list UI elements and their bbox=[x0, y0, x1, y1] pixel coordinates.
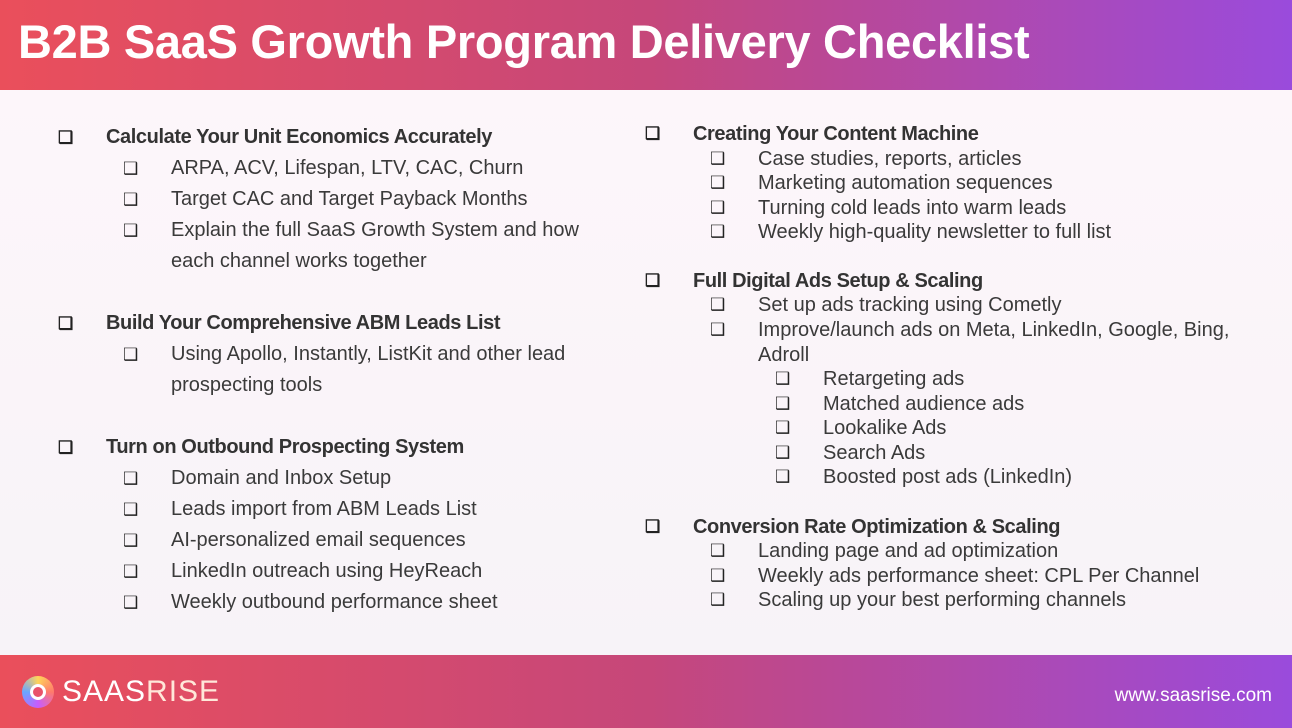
checklist-item bbox=[775, 465, 1265, 490]
logo-icon bbox=[22, 676, 54, 708]
item-label: AI-personalized email sequences bbox=[171, 529, 466, 551]
checklist-item bbox=[710, 564, 1265, 589]
checklist-item bbox=[775, 441, 1265, 466]
checklist-item bbox=[710, 220, 1265, 245]
item-label: Turning cold leads into warm leads bbox=[758, 197, 1067, 219]
checklist-item bbox=[123, 339, 613, 401]
item-label: Landing page and ad optimization bbox=[758, 540, 1059, 562]
checkbox-icon[interactable]: ❑ bbox=[710, 149, 726, 168]
item-label: Weekly outbound performance sheet bbox=[171, 591, 498, 613]
checkbox-icon[interactable]: ❑ bbox=[123, 531, 139, 550]
header-banner bbox=[0, 0, 1292, 90]
checklist-item bbox=[775, 416, 1265, 441]
checklist-item bbox=[123, 215, 613, 277]
checklist-item bbox=[123, 153, 613, 184]
item-label: ARPA, ACV, Lifespan, LTV, CAC, Churn bbox=[171, 157, 524, 179]
checkbox-icon[interactable]: ❑ bbox=[775, 418, 791, 437]
section-heading bbox=[645, 269, 1265, 294]
checkbox-icon[interactable]: ❑ bbox=[58, 314, 73, 333]
checkbox-icon[interactable]: ❑ bbox=[710, 320, 726, 339]
checklist-item bbox=[123, 587, 613, 618]
checkbox-icon[interactable]: ❑ bbox=[710, 295, 726, 314]
checkbox-icon[interactable]: ❑ bbox=[58, 128, 73, 147]
saasrise-logo bbox=[22, 675, 220, 709]
item-label: Domain and Inbox Setup bbox=[171, 467, 392, 489]
checkbox-icon[interactable]: ❑ bbox=[775, 443, 791, 462]
footer-banner bbox=[0, 655, 1292, 728]
checkbox-icon[interactable]: ❑ bbox=[710, 566, 726, 585]
checkbox-icon[interactable]: ❑ bbox=[775, 467, 791, 486]
checklist-area bbox=[0, 90, 1292, 655]
checklist-item bbox=[710, 171, 1265, 196]
checklist-item bbox=[123, 184, 613, 215]
item-label: Creating Your Content Machine bbox=[693, 123, 979, 145]
checklist-item bbox=[710, 293, 1265, 318]
checkbox-icon[interactable]: ❑ bbox=[710, 222, 726, 241]
item-label: Matched audience ads bbox=[823, 393, 1025, 415]
checkbox-icon[interactable]: ❑ bbox=[645, 124, 660, 143]
checkbox-icon[interactable]: ❑ bbox=[775, 369, 791, 388]
item-label: Case studies, reports, articles bbox=[758, 148, 1022, 170]
section-heading bbox=[645, 515, 1265, 540]
checklist-item bbox=[710, 196, 1265, 221]
item-label: Search Ads bbox=[823, 442, 926, 464]
checkbox-icon[interactable]: ❑ bbox=[710, 198, 726, 217]
page-title: B2B SaaS Growth Program Delivery Checklist bbox=[18, 15, 1030, 68]
item-label: Retargeting ads bbox=[823, 368, 965, 390]
checkbox-icon[interactable]: ❑ bbox=[775, 394, 791, 413]
item-label: Target CAC and Target Payback Months bbox=[171, 188, 528, 210]
logo-text: SAASRISE bbox=[62, 675, 221, 708]
website-url[interactable]: www.saasrise.com bbox=[1114, 685, 1272, 706]
checklist-item bbox=[710, 588, 1265, 613]
item-label: LinkedIn outreach using HeyReach bbox=[171, 560, 483, 582]
section-heading bbox=[58, 308, 613, 339]
item-label: Leads import from ABM Leads List bbox=[171, 498, 477, 520]
checkbox-icon[interactable]: ❑ bbox=[123, 593, 139, 612]
checklist-item bbox=[123, 494, 613, 525]
checklist-item bbox=[775, 392, 1265, 417]
section-heading bbox=[58, 432, 613, 463]
checklist-item bbox=[710, 318, 1265, 367]
item-label: Using Apollo, Instantly, ListKit and other lead prospecting tools bbox=[171, 343, 566, 396]
item-label: Improve/launch ads on Meta, LinkedIn, Google, Bing, Adroll bbox=[758, 319, 1230, 366]
checkbox-icon[interactable]: ❑ bbox=[710, 590, 726, 609]
section-heading bbox=[645, 122, 1265, 147]
item-label: Conversion Rate Optimization & Scaling bbox=[693, 516, 1061, 538]
checkbox-icon[interactable]: ❑ bbox=[123, 221, 139, 240]
checklist-item bbox=[123, 463, 613, 494]
checkbox-icon[interactable]: ❑ bbox=[645, 271, 660, 290]
checkbox-icon[interactable]: ❑ bbox=[645, 517, 660, 536]
item-label: Scaling up your best performing channels bbox=[758, 589, 1126, 611]
checklist-item bbox=[123, 525, 613, 556]
item-label: Marketing automation sequences bbox=[758, 172, 1053, 194]
checklist-item bbox=[775, 367, 1265, 392]
checkbox-icon[interactable]: ❑ bbox=[123, 500, 139, 519]
item-label: Lookalike Ads bbox=[823, 417, 947, 439]
item-label: Set up ads tracking using Cometly bbox=[758, 294, 1062, 316]
checkbox-icon[interactable]: ❑ bbox=[58, 438, 73, 457]
section-heading bbox=[58, 122, 613, 153]
checklist-item bbox=[710, 539, 1265, 564]
checkbox-icon[interactable]: ❑ bbox=[123, 469, 139, 488]
item-label: Build Your Comprehensive ABM Leads List bbox=[106, 312, 501, 334]
checklist-item bbox=[710, 147, 1265, 172]
item-label: Weekly high-quality newsletter to full list bbox=[758, 221, 1112, 243]
item-label: Full Digital Ads Setup & Scaling bbox=[693, 270, 983, 292]
item-label: Weekly ads performance sheet: CPL Per Channel bbox=[758, 565, 1200, 587]
checkbox-icon[interactable]: ❑ bbox=[710, 541, 726, 560]
checkbox-icon[interactable]: ❑ bbox=[123, 345, 139, 364]
item-label: Boosted post ads (LinkedIn) bbox=[823, 466, 1073, 488]
checkbox-icon[interactable]: ❑ bbox=[123, 159, 139, 178]
item-label: Calculate Your Unit Economics Accurately bbox=[106, 126, 492, 148]
checklist-item bbox=[123, 556, 613, 587]
checkbox-icon[interactable]: ❑ bbox=[710, 173, 726, 192]
checkbox-icon[interactable]: ❑ bbox=[123, 190, 139, 209]
checkbox-icon[interactable]: ❑ bbox=[123, 562, 139, 581]
item-label: Explain the full SaaS Growth System and how each channel works together bbox=[171, 219, 579, 272]
item-label: Turn on Outbound Prospecting System bbox=[106, 436, 464, 458]
